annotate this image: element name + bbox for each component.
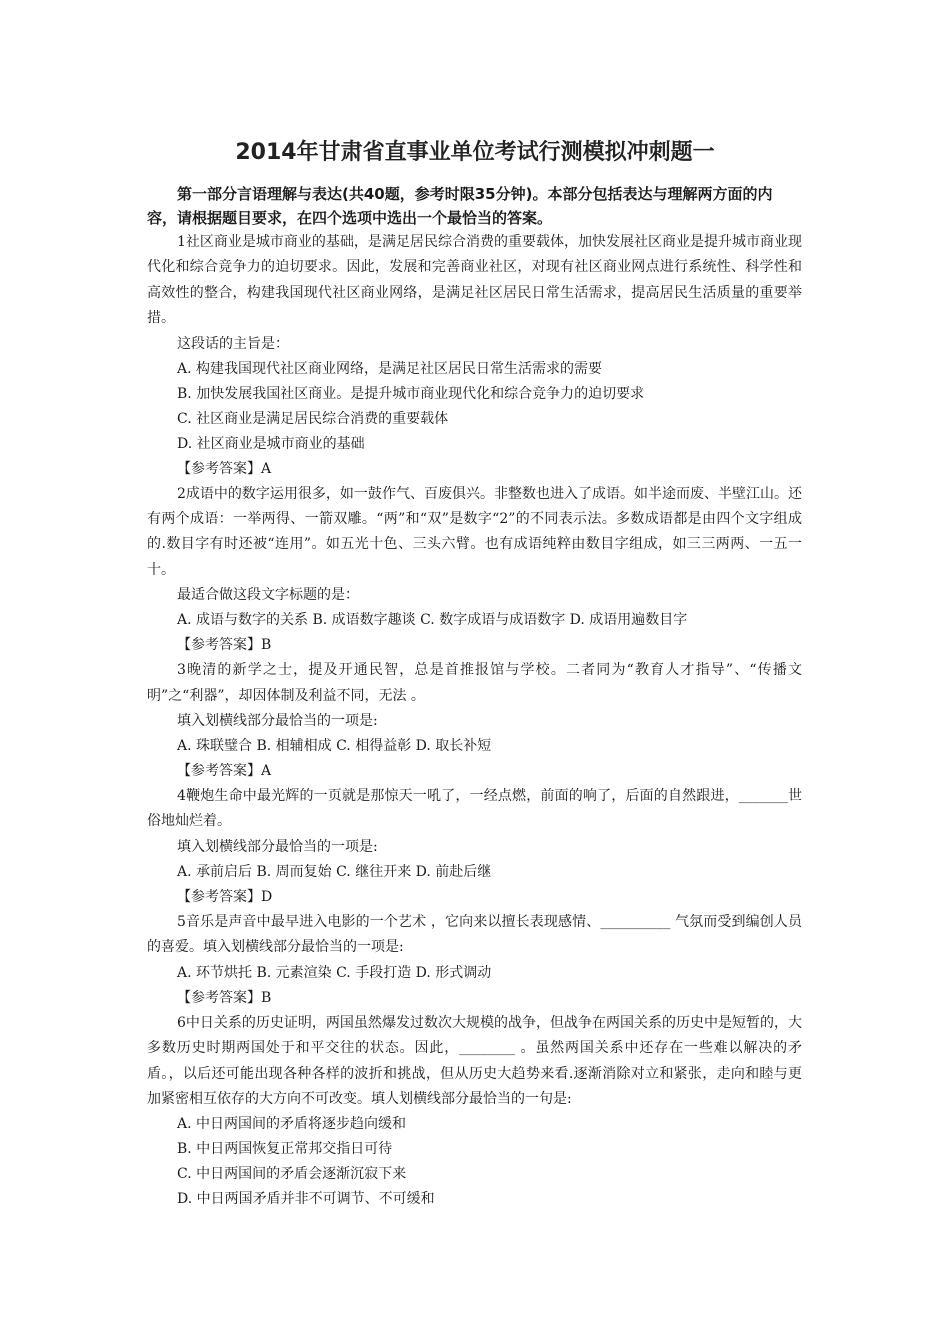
- reference-answer: 【参考答案】B: [177, 989, 272, 1006]
- question-prompt: 填入划横线部分最恰当的一项是:: [177, 838, 378, 855]
- question-5: [147, 910, 802, 1011]
- question-stem: 5音乐是声音中最早进入电影的一个艺术 ，它向来以擅长表现感情、__________ 气氛而受到编创人员的喜爱。填入划横线部分最恰当的一项是:: [147, 913, 802, 956]
- options-line: A. 成语与数字的关系 B. 成语数字趣谈 C. 数字成语与成语数字 D. 成语用遍数目字: [177, 612, 688, 629]
- question-prompt: 最适合做这段文字标题的是：: [177, 587, 359, 604]
- option-b: B. 中日两国恢复正常邦交指日可待: [177, 1141, 393, 1158]
- question-3: [147, 658, 802, 784]
- option-d: D. 中日两国矛盾并非不可调节、不可缓和: [177, 1191, 435, 1208]
- reference-answer: 【参考答案】B: [177, 637, 272, 654]
- reference-answer: 【参考答案】D: [177, 888, 273, 905]
- question-prompt: 这段话的主旨是：: [177, 335, 289, 352]
- document-title: 2014年甘肃省直事业单位考试行测模拟冲刺题一: [235, 140, 715, 165]
- option-a: A. 构建我国现代社区商业网络，是满足社区居民日常生活需求的需要: [177, 360, 603, 377]
- option-c: C. 社区商业是满足居民综合消费的重要载体: [177, 410, 449, 427]
- option-d: D. 社区商业是城市商业的基础: [177, 435, 365, 452]
- question-list: [147, 230, 802, 1212]
- section-intro: 第一部分言语理解与表达(共40题，参考时限35分钟)。本部分包括表达与理解两方面的内容，请根据题目要求，在四个选项中选出一个最恰当的答案。: [147, 185, 773, 227]
- reference-answer: 【参考答案】A: [177, 460, 272, 477]
- question-1: [147, 230, 802, 482]
- option-a: A. 中日两国间的矛盾将逐步趋向缓和: [177, 1116, 407, 1133]
- question-stem: 1社区商业是城市商业的基础，是满足居民综合消费的重要载体，加快发展社区商业是提升城市商业现代化和综合竞争力的迫切要求。因此，发展和完善商业社区，对现有社区商业网点进行系统性、科学性和高效性的整合，构建我国现代社区商业网络，是满足社区居民日常生活需求，提高居民生活质量的重要举措。: [147, 234, 802, 327]
- question-stem: 6中日关系的历史证明，两国虽然爆发过数次大规模的战争，但战争在两国关系的历史中是短暂的，大多数历史时期两国处于和平交往的状态。因此，________ 。虽然两国关系中还存在一些难以解决的矛盾。，以后还可能出现各种各样的波折和挑战，但从历史大趋势来看.逐渐消除对立和紧张，走向和睦与更加紧密相互依存的大方向不可改变。填人划横线部分最恰当的一句是:: [147, 1014, 802, 1107]
- question-stem: 4鞭炮生命中最光辉的一页就是那惊天一吼了，一经点燃，前面的响了，后面的自然跟进，_______世俗地灿烂着。: [147, 788, 802, 830]
- option-c: C. 中日两国间的矛盾会逐渐沉寂下来: [177, 1166, 407, 1183]
- options-line: A. 珠联璧合 B. 相辅相成 C. 相得益彰 D. 取长补短: [177, 738, 492, 755]
- question-prompt: 填入划横线部分最恰当的一项是:: [177, 713, 378, 730]
- options-line: A. 承前启后 B. 周而复始 C. 继往开来 D. 前赴后继: [177, 863, 492, 880]
- option-b: B. 加快发展我国社区商业。是提升城市商业现代化和综合竞争力的迫切要求: [177, 385, 645, 402]
- question-4: [147, 784, 802, 910]
- options-line: A. 环节烘托 B. 元素渲染 C. 手段打造 D. 形式调动: [177, 964, 492, 981]
- reference-answer: 【参考答案】A: [177, 763, 272, 780]
- question-2: [147, 482, 802, 659]
- question-stem: 3晚清的新学之士，提及开通民智，总是首推报馆与学校。二者同为“教育人才指导”、“传播文明”之“利器”，却因体制及利益不同，无法 。: [147, 662, 802, 704]
- question-stem: 2成语中的数字运用很多，如一鼓作气、百废俱兴。非整数也进入了成语。如半途而废、半壁江山。还有两个成语：一举两得、一箭双雕。“两”和“双”是数字“2”的不同表示法。多数成语都是由四个文字组成的.数目字有时还被“连用”。如五光十色、三头六臂。也有成语纯粹由数目字组成，如三三两两、一五一十。: [147, 485, 802, 578]
- question-6: [147, 1011, 802, 1213]
